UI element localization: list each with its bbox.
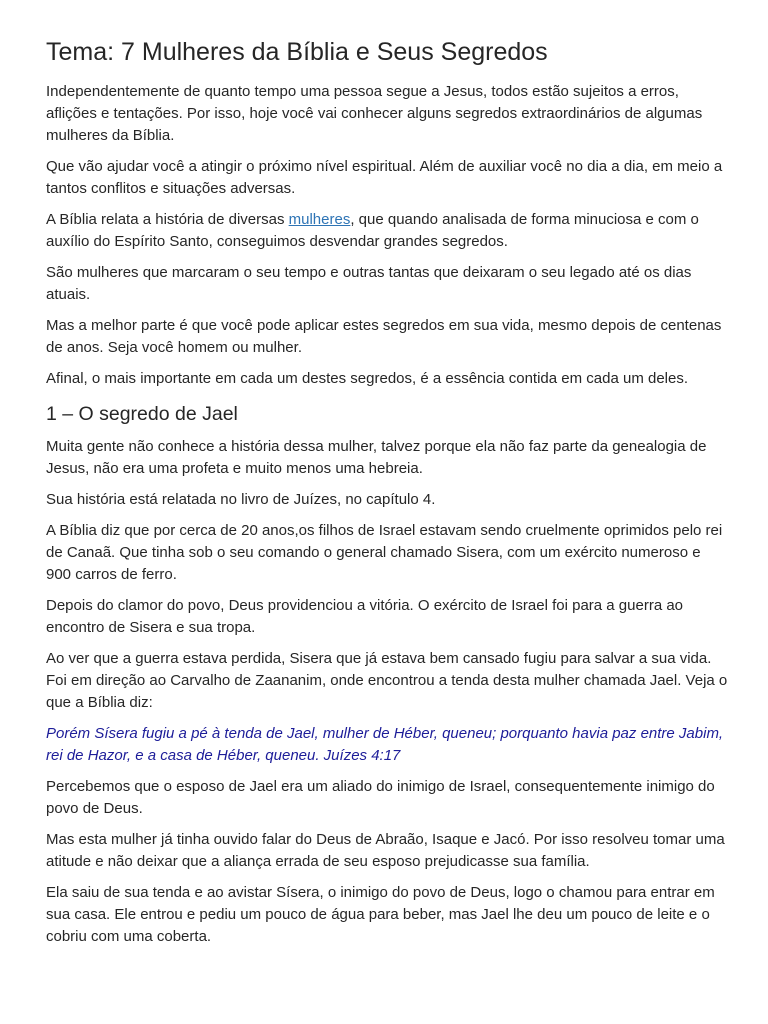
intro-paragraph-5: Mas a melhor parte é que você pode aplicar estes segredos em sua vida, mesmo depois de centenas de anos. Seja você homem ou mulher. bbox=[46, 317, 722, 356]
intro-paragraph-4: São mulheres que marcaram o seu tempo e outras tantas que deixaram o seu legado até os dias atuais. bbox=[46, 264, 692, 303]
jael-paragraph-3: A Bíblia diz que por cerca de 20 anos,os filhos de Israel estavam sendo cruelmente oprimidos pelo rei de Canaã. Que tinha sob o seu comando o general chamado Sisera, com um exército numeroso e 900 carros de ferro. bbox=[46, 522, 723, 583]
jael-paragraph-8: Ela saiu de sua tenda e ao avistar Sísera, o inimigo do povo de Deus, logo o chamou para entrar em sua casa. Ele entrou e pediu um pouco de água para beber, mas Jael lhe deu um pouco de leite e o cobriu com uma coberta. bbox=[46, 884, 715, 945]
mulheres-link[interactable]: mulheres bbox=[288, 211, 351, 228]
bible-quote: Porém Sísera fugiu a pé à tenda de Jael, mulher de Héber, queneu; porquanto havia paz entre Jabim, rei de Hazor, e a casa de Héber, queneu. Juízes 4:17 bbox=[46, 725, 724, 764]
jael-paragraph-7: Mas esta mulher já tinha ouvido falar do Deus de Abraão, Isaque e Jacó. Por isso resolveu tomar uma atitude e não deixar que a aliança errada de seu esposo prejudicasse sua família. bbox=[46, 831, 725, 870]
intro-paragraph-3-before: A Bíblia relata a história de diversas bbox=[46, 211, 289, 228]
jael-paragraph-6: Percebemos que o esposo de Jael era um aliado do inimigo de Israel, consequentemente inimigo do povo de Deus. bbox=[46, 778, 715, 817]
document-title: Tema: 7 Mulheres da Bíblia e Seus Segredos bbox=[46, 38, 548, 66]
intro-paragraph-3-after: , que quando analisada de forma minuciosa e com o auxílio do Espírito Santo, conseguimos desvendar grandes segredos. bbox=[46, 211, 699, 250]
intro-paragraph-1: Independentemente de quanto tempo uma pessoa segue a Jesus, todos estão sujeitos a erros, aflições e tentações. Por isso, hoje você vai conhecer alguns segredos extraordinários de algumas mulheres da Bíblia. bbox=[46, 83, 703, 144]
jael-paragraph-1: Muita gente não conhece a história dessa mulher, talvez porque ela não faz parte da genealogia de Jesus, não era uma profeta e muito menos uma hebreia. bbox=[46, 438, 707, 477]
intro-paragraph-2: Que vão ajudar você a atingir o próximo nível espiritual. Além de auxiliar você no dia a dia, em meio a tantos conflitos e situações adversas. bbox=[46, 158, 723, 197]
intro-paragraph-6: Afinal, o mais importante em cada um destes segredos, é a essência contida em cada um deles. bbox=[46, 370, 689, 387]
intro-paragraph-3 bbox=[46, 209, 728, 253]
section-heading-jael: 1 – O segredo de Jael bbox=[46, 403, 238, 425]
jael-paragraph-5: Ao ver que a guerra estava perdida, Sisera que já estava bem cansado fugiu para salvar a sua vida. Foi em direção ao Carvalho de Zaananim, onde encontrou a tenda desta mulher chamada Jael. Veja o que a Bíblia diz: bbox=[46, 650, 728, 711]
jael-paragraph-4: Depois do clamor do povo, Deus providenciou a vitória. O exército de Israel foi para a guerra ao encontro de Sisera e sua tropa. bbox=[46, 597, 684, 636]
jael-paragraph-2: Sua história está relatada no livro de Juízes, no capítulo 4. bbox=[46, 491, 436, 508]
